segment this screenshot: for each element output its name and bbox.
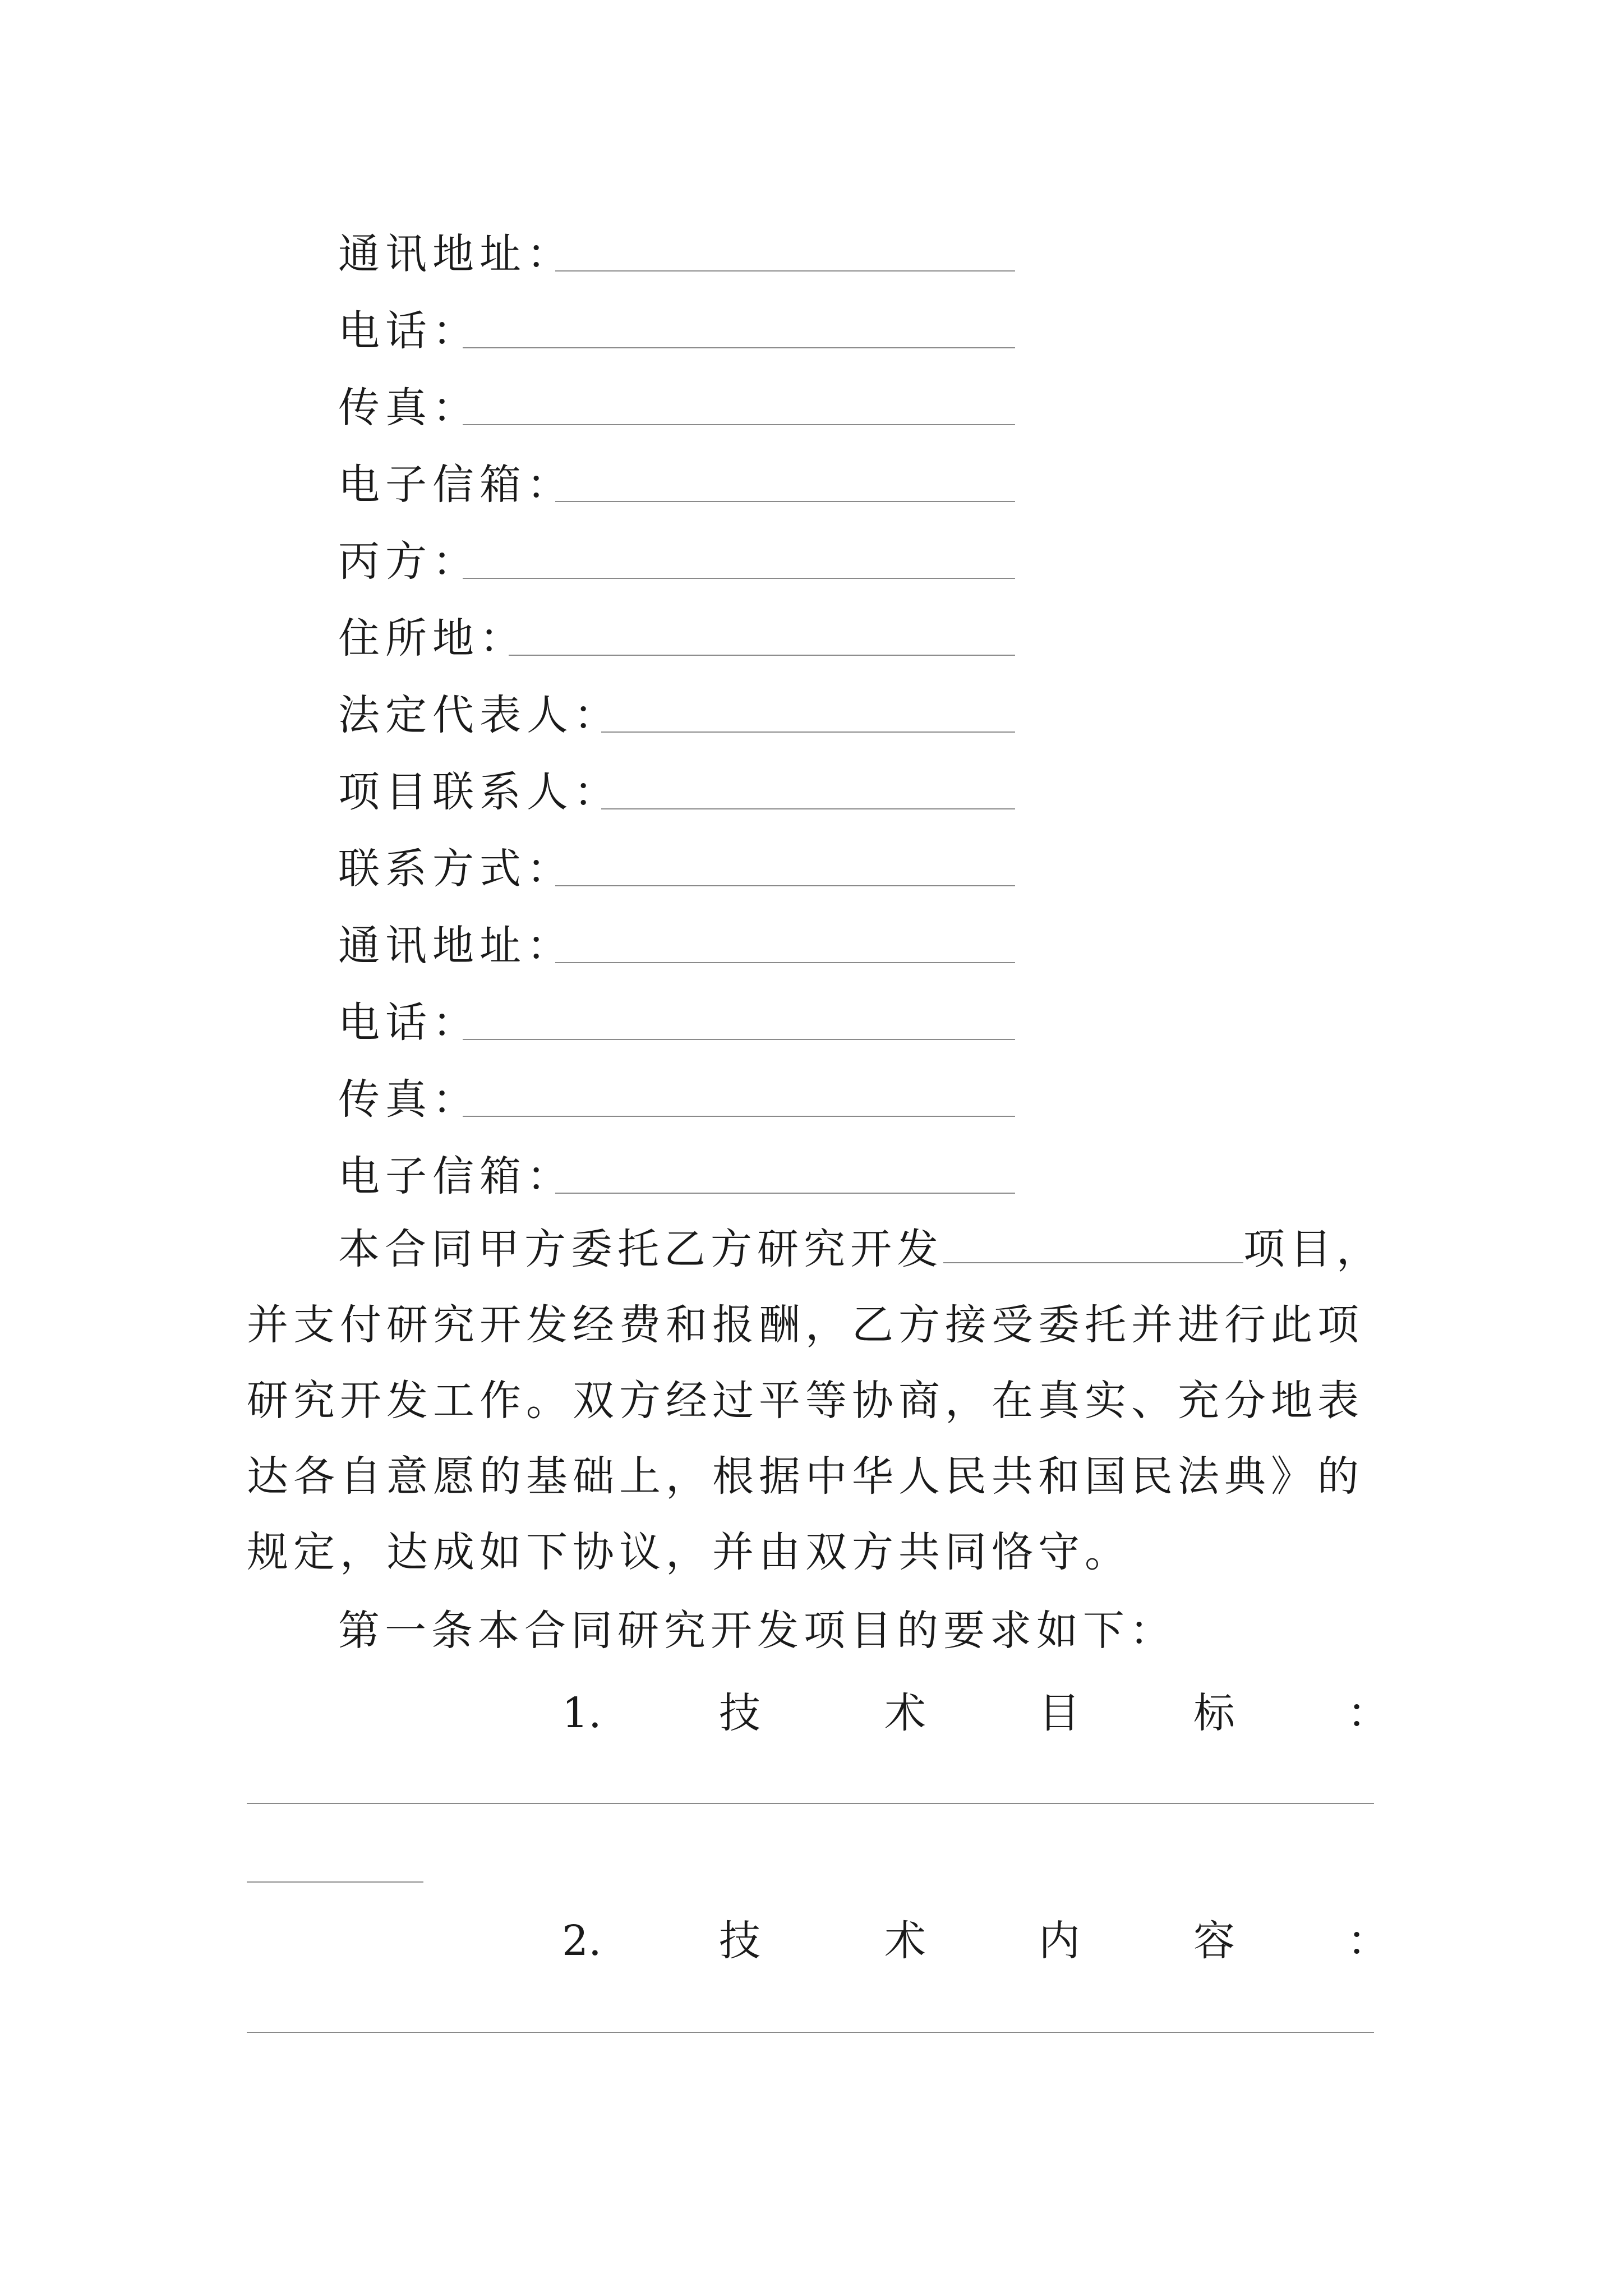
blank-line[interactable]	[601, 731, 1015, 733]
answer-line[interactable]	[247, 1803, 1374, 1804]
field-legal-rep	[338, 674, 1015, 739]
field-label: 传真：	[338, 1075, 479, 1124]
answer-line[interactable]	[247, 1881, 423, 1883]
field-label: 通讯地址：	[338, 922, 574, 970]
blank-line[interactable]	[555, 962, 1015, 963]
item-char: 技	[719, 1689, 760, 1737]
blank-line[interactable]	[463, 347, 1015, 348]
item-1-heading	[247, 1682, 1389, 1744]
item-2-heading	[247, 1910, 1389, 1972]
field-contact-method	[338, 828, 1015, 893]
field-label: 电话：	[338, 307, 479, 355]
intro-paragraph	[247, 1212, 1391, 1590]
field-label: 住所地：	[338, 614, 527, 662]
field-fax-2	[338, 1059, 1015, 1124]
item-char: ：	[1347, 1689, 1389, 1737]
blank-line[interactable]	[555, 1193, 1015, 1194]
blank-line[interactable]	[463, 424, 1015, 425]
field-label: 通讯地址：	[338, 230, 574, 278]
blank-line[interactable]	[509, 655, 1015, 656]
field-label: 法定代表人：	[338, 691, 621, 739]
field-fax	[338, 367, 1015, 432]
field-label: 传真：	[338, 384, 479, 432]
item-char: ：	[1347, 1917, 1389, 1965]
blank-line[interactable]	[555, 270, 1015, 272]
field-address-2	[338, 905, 1015, 970]
field-address	[338, 213, 1015, 278]
field-phone	[338, 290, 1015, 355]
item-char: 技	[719, 1917, 760, 1965]
intro-text: 本合同甲方委托乙方研究开发	[338, 1225, 943, 1273]
field-project-contact	[338, 751, 1015, 816]
field-party-c	[338, 521, 1015, 586]
article-1-text: 第一条本合同研究开发项目的要求如下：	[338, 1607, 1176, 1655]
field-email	[338, 444, 1015, 509]
field-label: 电子信箱：	[338, 1152, 574, 1200]
field-label: 丙方：	[338, 537, 479, 586]
item-char: 术	[884, 1917, 926, 1965]
item-char: 容	[1193, 1917, 1235, 1965]
field-label: 联系方式：	[338, 845, 574, 893]
blank-line[interactable]	[555, 885, 1015, 886]
field-domicile	[338, 597, 1015, 662]
blank-line[interactable]	[463, 1039, 1015, 1040]
article-1	[247, 1593, 1391, 1669]
item-number: 1.	[562, 1689, 602, 1737]
intro-text-continued: 项目，并支付研究开发经费和报酬，乙方接受委托并进行此项研究开发工作。双方经过平等协商，在真实、充分地表达各自意愿的基础上，根据中华人民共和国民法典》的规定，达成如下协议，并由双方共同恪守。	[247, 1225, 1383, 1576]
blank-line[interactable]	[463, 1116, 1015, 1117]
item-number: 2.	[562, 1917, 602, 1965]
item-char: 标	[1193, 1689, 1235, 1737]
blank-line[interactable]	[601, 808, 1015, 809]
item-char: 目	[1039, 1689, 1080, 1737]
field-label: 项目联系人：	[338, 768, 621, 816]
field-phone-2	[338, 982, 1015, 1047]
field-label: 电子信箱：	[338, 461, 574, 509]
field-email-2	[338, 1135, 1015, 1200]
answer-line[interactable]	[247, 2032, 1374, 2033]
blank-line[interactable]	[555, 501, 1015, 502]
blank-line[interactable]	[463, 578, 1015, 579]
field-label: 电话：	[338, 999, 479, 1047]
item-char: 内	[1039, 1917, 1080, 1965]
item-char: 术	[884, 1689, 926, 1737]
project-name-blank[interactable]	[943, 1262, 1243, 1263]
